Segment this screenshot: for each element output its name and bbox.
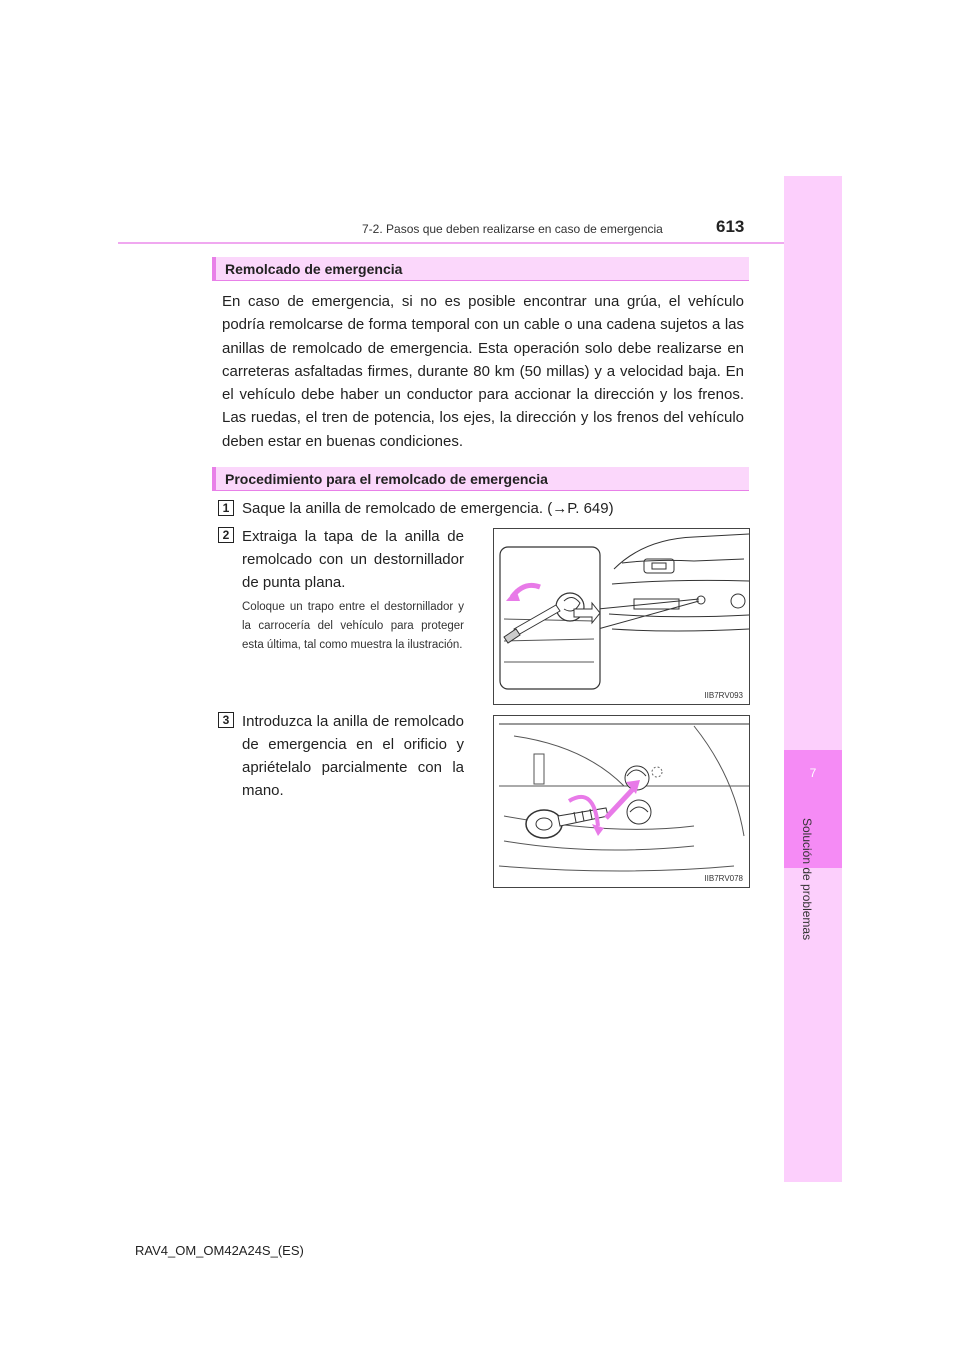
- step-2-note: Coloque un trapo entre el destornillador y la carrocería del vehículo para proteger esta última, tal como muestra la ilustración.: [242, 601, 464, 651]
- illustration-towing-ring: [494, 716, 749, 887]
- step-3-text: Introduzca la anilla de remolcado de emergencia en el orificio y apriételalo parcialmente con la mano.: [242, 713, 464, 799]
- chapter-side-tab: [784, 176, 842, 1182]
- step-2-text: Extraiga la tapa de la anilla de remolcado con un destornillador de punta plana.: [242, 528, 464, 591]
- section-title-emergency-towing: Remolcado de emergencia: [225, 261, 403, 277]
- step-number-1: 1: [218, 500, 234, 516]
- section-title-towing-procedure: Procedimiento para el remolcado de emergencia: [225, 471, 548, 487]
- figure-insert-ring: [493, 715, 750, 888]
- chapter-title: Solución de problemas: [800, 818, 814, 941]
- chapter-number: 7: [809, 766, 817, 780]
- header-section-title: 7-2. Pasos que deben realizarse en caso de emergencia: [362, 222, 663, 236]
- illustration-screwdriver-cap: [494, 529, 749, 704]
- step-number-2: 2: [218, 527, 234, 543]
- step-1-text: Saque la anilla de remolcado de emergencia. (→P. 649): [242, 500, 614, 517]
- page-number: 613: [716, 217, 745, 236]
- footer-document-code: RAV4_OM_OM42A24S_(ES): [135, 1243, 304, 1258]
- step-number-3: 3: [218, 712, 234, 728]
- figure-remove-cap: [493, 528, 750, 705]
- header-divider: [118, 242, 784, 244]
- figure-2-code: IIB7RV078: [704, 874, 743, 883]
- figure-1-code: IIB7RV093: [704, 691, 743, 700]
- section-body-text: En caso de emergencia, si no es posible encontrar una grúa, el vehículo podría remolcarse de forma temporal con un cable o una cadena sujetos a las anillas de remolcado de emergencia. Esta operación solo debe realizarse en carreteras asfaltadas firmes, durante 80 km (50 millas) y a velocidad baja. En el vehículo debe haber un conductor para accionar la dirección y los frenos. Las ruedas, el tren de potencia, los ejes, la dirección y los frenos del vehículo deben estar en buenas condiciones.: [222, 293, 744, 450]
